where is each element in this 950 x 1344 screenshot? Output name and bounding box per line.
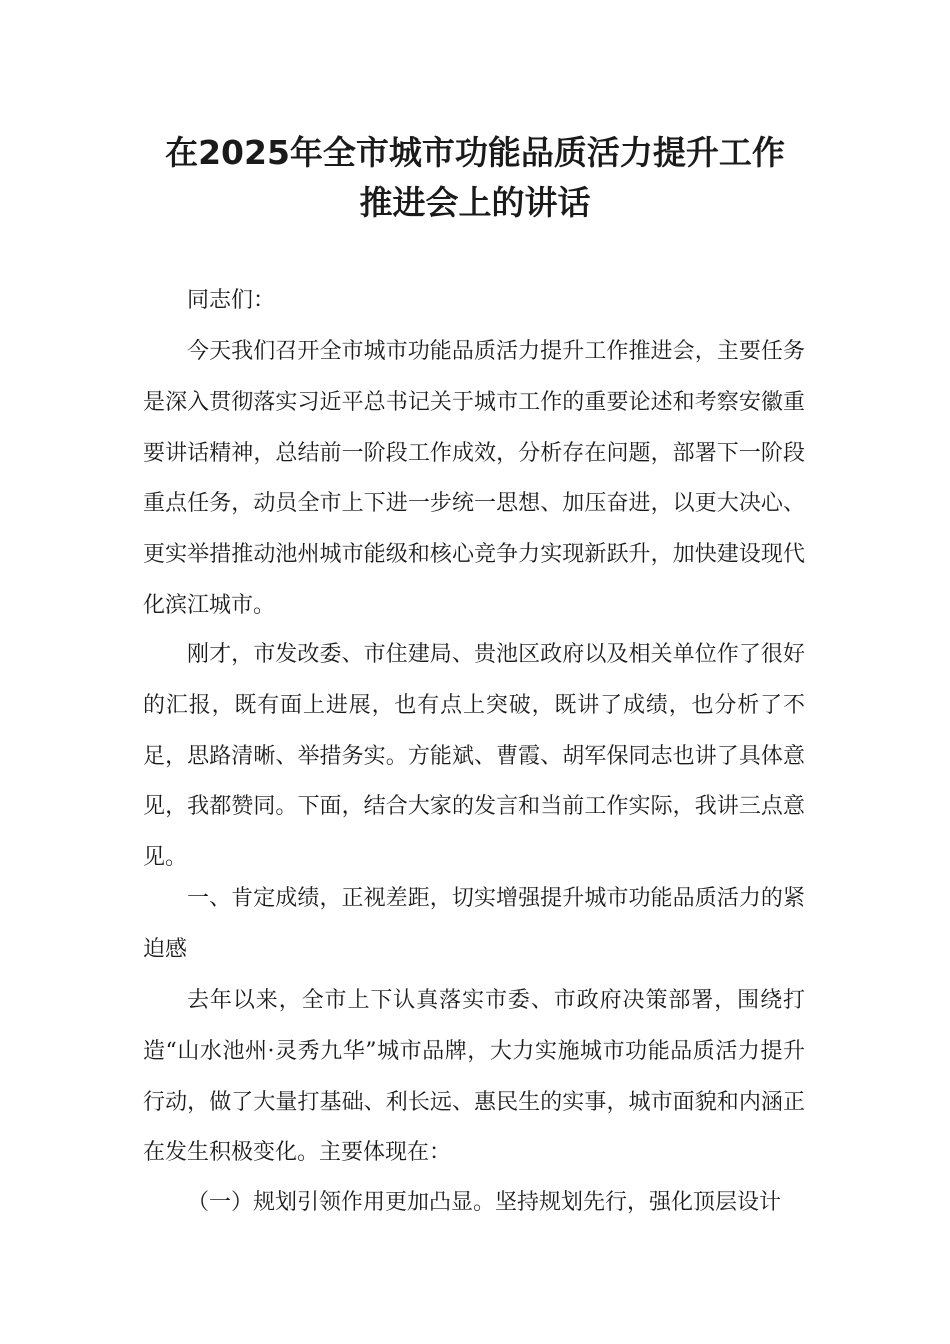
document-body: [143, 276, 805, 327]
salutation: 同志们：: [187, 288, 276, 313]
document-title-line-2: 推进会上的讲话: [359, 183, 591, 222]
paragraph: 去年以来，全市上下认真落实市委、市政府决策部署，围绕打造“山水池州·灵秀九华”城市品牌，大力实施城市功能品质活力提升行动，做了大量打基础、利长远、惠民生的实事，城市面貌和内涵正在发生积极变化。主要体现在：: [143, 988, 805, 1166]
paragraph-3-block: [143, 976, 805, 1179]
subsection-paragraph: （一）规划引领作用更加凸显。坚持规划先行，强化顶层设计: [187, 1190, 782, 1215]
paragraph-2-block: [143, 630, 805, 884]
section-heading-1-block: [143, 874, 805, 976]
document-title-line-1: 在2025年全市城市功能品质活力提升工作: [165, 133, 785, 172]
section-heading: 一、肯定成绩，正视差距，切实增强提升城市功能品质活力的紧迫感: [143, 886, 805, 962]
paragraph: 今天我们召开全市城市功能品质活力提升工作推进会，主要任务是深入贯彻落实习近平总书记关于城市工作的重要论述和考察安徽重要讲话精神，总结前一阶段工作成效，分析存在问题，部署下一阶段重点任务，动员全市上下进一步统一思想、加压奋进，以更大决心、更实举措推动池州城市能级和核心竞争力实现新跃升，加快建设现代化滨江城市。: [143, 339, 805, 618]
subsection-heading-block: [143, 1178, 805, 1229]
paragraph-1-block: [143, 327, 805, 632]
paragraph: 刚才，市发改委、市住建局、贵池区政府以及相关单位作了很好的汇报，既有面上进展，也有点上突破，既讲了成绩，也分析了不足，思路清晰、举措务实。方能斌、曹霞、胡军保同志也讲了具体意见，我都赞同。下面，结合大家的发言和当前工作实际，我讲三点意见。: [143, 642, 805, 871]
